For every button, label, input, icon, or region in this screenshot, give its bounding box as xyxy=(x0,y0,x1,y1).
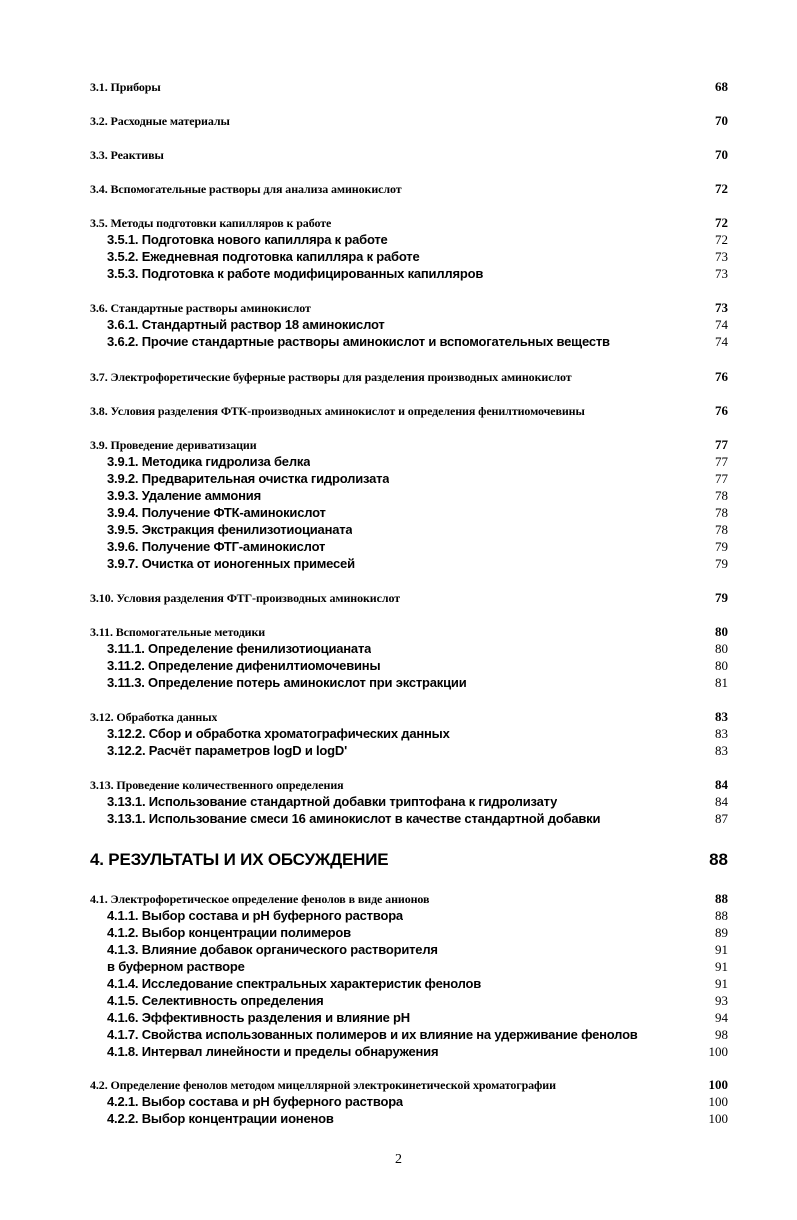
toc-entry-title: 3.13.1. Использование смеси 16 аминокислот в качестве стандартной добавки xyxy=(107,811,601,826)
toc-entry xyxy=(90,848,728,872)
toc-entry xyxy=(90,623,728,640)
toc-entry-title: 3.7. Электрофоретические буферные растворы для разделения производных аминокислот xyxy=(90,370,572,384)
page-number: 2 xyxy=(395,1152,402,1167)
toc-entry xyxy=(107,231,728,248)
toc-entry-title: 4.1.8. Интервал линейности и пределы обнаружения xyxy=(107,1044,439,1059)
toc-entry-page: 91 xyxy=(715,942,728,957)
toc-entry-title: 3.9.1. Методика гидролиза белка xyxy=(107,454,311,469)
toc-entry xyxy=(107,975,728,992)
toc-entry-page: 94 xyxy=(715,1010,728,1025)
toc-entry-title: 3.13.1. Использование стандартной добавки триптофана к гидролизату xyxy=(107,794,558,809)
toc-entry-page: 100 xyxy=(708,1111,728,1126)
toc-entry xyxy=(107,470,728,487)
toc-entry xyxy=(107,555,728,572)
toc-entry-page: 79 xyxy=(715,590,728,605)
toc-entry-page: 87 xyxy=(715,811,728,826)
toc-entry-page: 100 xyxy=(708,1044,728,1059)
toc-entry-page: 72 xyxy=(715,232,728,247)
toc-entry-page: 74 xyxy=(715,334,728,349)
toc-entry xyxy=(90,78,728,95)
toc-entry-title: 4.1.7. Свойства использованных полимеров и их влияние на удерживание фенолов xyxy=(107,1027,638,1042)
toc-entry-title: 3.9.3. Удаление аммония xyxy=(107,488,261,503)
toc-entry xyxy=(107,1093,728,1110)
toc-entry-title: 3.11. Вспомогательные методики xyxy=(90,625,266,639)
toc-entry-title: 3.8. Условия разделения ФТК-производных аминокислот и определения фенилтиомочевины xyxy=(90,404,585,418)
toc-entry-page: 70 xyxy=(715,113,728,128)
toc-entry xyxy=(107,1043,728,1060)
toc-entry xyxy=(107,521,728,538)
toc-entry xyxy=(107,1110,728,1127)
toc-entry xyxy=(107,674,728,691)
toc-entry-title: 3.12.2. Расчёт параметров logD и logD' xyxy=(107,743,347,758)
toc-entry-page: 79 xyxy=(715,556,728,571)
toc-entry-page: 70 xyxy=(715,147,728,162)
toc-entry xyxy=(90,589,728,606)
toc-entry-title: 4.1.1. Выбор состава и pH буферного раствора xyxy=(107,908,403,923)
toc-entry-page: 77 xyxy=(715,454,728,469)
toc-entry xyxy=(107,487,728,504)
toc-entry-page: 80 xyxy=(715,624,728,639)
toc-entry-title: 3.10. Условия разделения ФТГ-производных аминокислот xyxy=(90,591,401,605)
toc-entry-title: 3.9. Проведение дериватизации xyxy=(90,438,257,452)
toc-entry-title: в буферном растворе xyxy=(107,959,245,974)
toc-entry-title: 4.2.2. Выбор концентрации ионенов xyxy=(107,1111,334,1126)
toc-entry-title: 3.11.3. Определение потерь аминокислот при экстракции xyxy=(107,675,467,690)
toc-entry-title: 4.2.1. Выбор состава и pH буферного раствора xyxy=(107,1094,403,1109)
toc-entry xyxy=(107,265,728,282)
toc-entry-page: 83 xyxy=(715,726,728,741)
toc-entry-title: 3.2. Расходные материалы xyxy=(90,114,230,128)
toc-entry-title: 3.9.5. Экстракция фенилизотиоцианата xyxy=(107,522,353,537)
toc-entry xyxy=(90,708,728,725)
toc-entry-page: 76 xyxy=(715,403,728,418)
toc-entry xyxy=(107,810,728,827)
toc-entry-page: 89 xyxy=(715,925,728,940)
toc-entry xyxy=(90,402,728,419)
toc-entry xyxy=(90,180,728,197)
toc-entry-title: 4. РЕЗУЛЬТАТЫ И ИХ ОБСУЖДЕНИЕ xyxy=(90,850,389,869)
toc-entry-title: 3.4. Вспомогательные растворы для анализа аминокислот xyxy=(90,182,402,196)
toc-entry xyxy=(107,333,728,350)
toc-entry-title: 3.9.2. Предварительная очистка гидролизата xyxy=(107,471,390,486)
toc-entry xyxy=(90,299,728,316)
toc-entry-title: 4.1. Электрофоретическое определение фенолов в виде анионов xyxy=(90,892,430,906)
toc-entry xyxy=(107,742,728,759)
toc-entry-page: 79 xyxy=(715,539,728,554)
toc-entry xyxy=(107,992,728,1009)
toc-entry-title: 3.13. Проведение количественного определения xyxy=(90,778,344,792)
toc-entry xyxy=(90,368,728,385)
toc-entry-page: 72 xyxy=(715,181,728,196)
toc-entry-title: 3.5.2. Ежедневная подготовка капилляра к работе xyxy=(107,249,420,264)
toc-entry xyxy=(107,725,728,742)
toc-entry xyxy=(107,793,728,810)
toc-entry-title: 4.1.3. Влияние добавок органического растворителя xyxy=(107,942,438,957)
toc-entry-page: 84 xyxy=(715,794,728,809)
toc-entry-page: 88 xyxy=(715,891,728,906)
toc-entry-title: 3.12. Обработка данных xyxy=(90,710,218,724)
toc-entry-page: 91 xyxy=(715,976,728,991)
toc-entry xyxy=(107,924,728,941)
toc-entry-title: 3.12.2. Сбор и обработка хроматографических данных xyxy=(107,726,450,741)
toc-entry-title: 3.6.1. Стандартный раствор 18 аминокислот xyxy=(107,317,385,332)
toc-entry-title: 3.5. Методы подготовки капилляров к работе xyxy=(90,216,332,230)
toc-entry-page: 83 xyxy=(715,709,728,724)
toc-entry xyxy=(90,890,728,907)
toc-entry-title: 4.1.4. Исследование спектральных характеристик фенолов xyxy=(107,976,482,991)
toc-entry-title: 4.1.6. Эффективность разделения и влияние pH xyxy=(107,1010,410,1025)
toc-entry xyxy=(107,248,728,265)
toc-entry-page: 88 xyxy=(715,908,728,923)
toc-entry-title: 3.11.1. Определение фенилизотиоцианата xyxy=(107,641,372,656)
toc-entry-title: 4.2. Определение фенолов методом мицеллярной электрокинетической хроматографии xyxy=(90,1078,556,1092)
toc-entry xyxy=(107,657,728,674)
toc-entry xyxy=(90,1076,728,1093)
toc-entry-page: 100 xyxy=(708,1094,728,1109)
toc-entry-page: 72 xyxy=(715,215,728,230)
toc-entry xyxy=(107,640,728,657)
toc-entry-page: 80 xyxy=(715,641,728,656)
toc-entry-title: 3.1. Приборы xyxy=(90,80,161,94)
toc-entry-title: 3.3. Реактивы xyxy=(90,148,164,162)
toc-entry-page: 73 xyxy=(715,300,728,315)
toc-entry xyxy=(90,146,728,163)
toc-entry-title: 3.9.6. Получение ФТГ-аминокислот xyxy=(107,539,326,554)
toc-entry-title: 3.5.1. Подготовка нового капилляра к работе xyxy=(107,232,388,247)
toc-entry xyxy=(107,538,728,555)
toc-entry-page: 88 xyxy=(709,850,728,869)
toc-entry-page: 77 xyxy=(715,437,728,452)
toc-entry xyxy=(107,1009,728,1026)
toc-entry xyxy=(90,112,728,129)
toc-entry-title: 3.9.7. Очистка от ионогенных примесей xyxy=(107,556,355,571)
toc-entry-page: 83 xyxy=(715,743,728,758)
toc-entry-page: 73 xyxy=(715,266,728,281)
toc-entry-page: 77 xyxy=(715,471,728,486)
toc-entry xyxy=(107,907,728,924)
toc-entry xyxy=(107,504,728,521)
toc-entry xyxy=(107,1026,728,1043)
toc-entry xyxy=(107,316,728,333)
toc-entry-page: 76 xyxy=(715,369,728,384)
toc-entry-title: 3.11.2. Определение дифенилтиомочевины xyxy=(107,658,381,673)
toc-entry xyxy=(107,941,728,958)
toc-entry-page: 74 xyxy=(715,317,728,332)
toc-entry-page: 78 xyxy=(715,505,728,520)
toc-entry-title: 3.9.4. Получение ФТК-аминокислот xyxy=(107,505,326,520)
toc-entry-page: 84 xyxy=(715,777,728,792)
toc-entry xyxy=(90,214,728,231)
toc-entry-page: 78 xyxy=(715,522,728,537)
toc-entry xyxy=(90,436,728,453)
toc-entry-page: 78 xyxy=(715,488,728,503)
toc-entry xyxy=(107,453,728,470)
toc-entry-page: 93 xyxy=(715,993,728,1008)
toc-entry-title: 3.5.3. Подготовка к работе модифицированных капилляров xyxy=(107,266,484,281)
toc-entry-page: 91 xyxy=(715,959,728,974)
toc-entry-title: 4.1.2. Выбор концентрации полимеров xyxy=(107,925,351,940)
toc-entry xyxy=(90,776,728,793)
toc-entry-page: 100 xyxy=(708,1077,728,1092)
toc-entry-title: 3.6. Стандартные растворы аминокислот xyxy=(90,301,311,315)
toc-entry-title: 4.1.5. Селективность определения xyxy=(107,993,324,1008)
toc-entry-page: 80 xyxy=(715,658,728,673)
toc-entry-page: 98 xyxy=(715,1027,728,1042)
toc-entry-page: 68 xyxy=(715,79,728,94)
toc-entry-page: 73 xyxy=(715,249,728,264)
toc-entry xyxy=(107,958,728,975)
toc-entry-page: 81 xyxy=(715,675,728,690)
toc-entry-title: 3.6.2. Прочие стандартные растворы аминокислот и вспомогательных веществ xyxy=(107,334,610,349)
